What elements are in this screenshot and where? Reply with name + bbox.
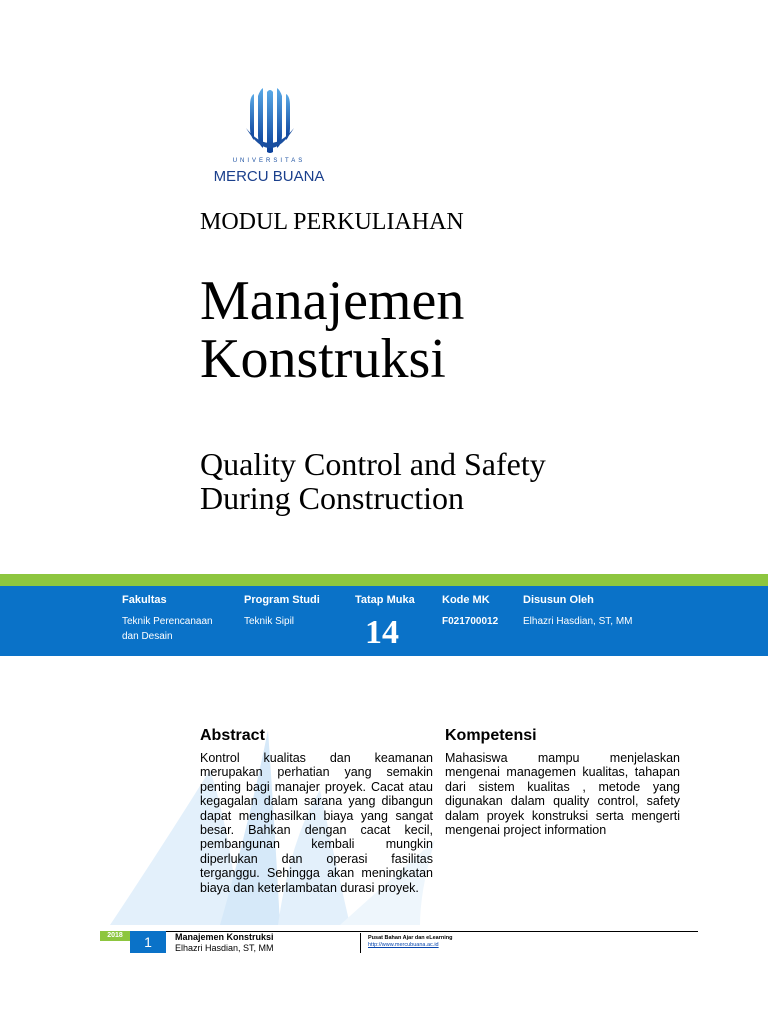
tatap-muka-value: 14 xyxy=(365,614,399,651)
footer-author: Elhazri Hasdian, ST, MM xyxy=(175,943,274,953)
kompetensi-heading: Kompetensi xyxy=(445,727,537,744)
prodi-value: Teknik Sipil xyxy=(244,616,295,627)
page-number: 1 xyxy=(130,931,166,953)
footer-url-link[interactable]: http://www.mercubuana.ac.id xyxy=(368,942,439,948)
kode-mk-value: F021700012 xyxy=(442,616,499,627)
modul-label: MODUL PERKULIAHAN xyxy=(200,209,464,235)
logo-universitas-text: UNIVERSITAS xyxy=(232,158,306,164)
kode-mk-label: Kode MK xyxy=(442,594,490,606)
prodi-label: Program Studi xyxy=(244,594,320,606)
topic-title-line1: Quality Control and Safety xyxy=(200,446,546,482)
course-title-line1: Manajemen xyxy=(200,270,465,332)
tatap-muka-label: Tatap Muka xyxy=(355,594,415,606)
logo-emblem-icon xyxy=(244,88,296,156)
disusun-oleh-label: Disusun Oleh xyxy=(523,594,594,606)
abstract-text: Kontrol kualitas dan keamanan merupakan perhatian yang semakin penting bagi manajer proyek. Cacat atau kegagalan dalam sarana yang dibangun dapat menghasilkan biaya yang sangat besar. Bahkan dengan cacat kecil, pembangunan kembali mungkin diperlukan dan operasi fasilitas terganggu. Sehingga akan meningkatan biaya dan keterlambatan durasi proyek. xyxy=(200,751,433,895)
university-logo xyxy=(200,86,338,192)
footer-separator xyxy=(360,933,361,953)
kompetensi-text: Mahasiswa mampu menjelaskan mengenai managemen kualitas, tahapan dari sistem kualitas , metode yang digunakan dalam quality control, safety dalam proyek konstruksi serta mengerti mengenai project information xyxy=(445,751,680,838)
green-divider-band xyxy=(0,574,768,586)
course-title-line2: Konstruksi xyxy=(200,328,446,390)
logo-university-name: MERCU BUANA xyxy=(213,168,325,185)
footer-center-name: Pusat Bahan Ajar dan eLearning xyxy=(368,935,453,941)
disusun-oleh-value: Elhazri Hasdian, ST, MM xyxy=(523,616,633,627)
footer-course-name: Manajemen Konstruksi xyxy=(175,932,274,942)
fakultas-value-line2: dan Desain xyxy=(122,631,173,642)
topic-title-line2: During Construction xyxy=(200,480,464,516)
fakultas-value-line1: Teknik Perencanaan xyxy=(122,616,213,627)
fakultas-value xyxy=(122,614,213,644)
footer-year: 2018 xyxy=(100,931,130,941)
fakultas-label: Fakultas xyxy=(122,594,167,606)
abstract-heading: Abstract xyxy=(200,727,265,744)
